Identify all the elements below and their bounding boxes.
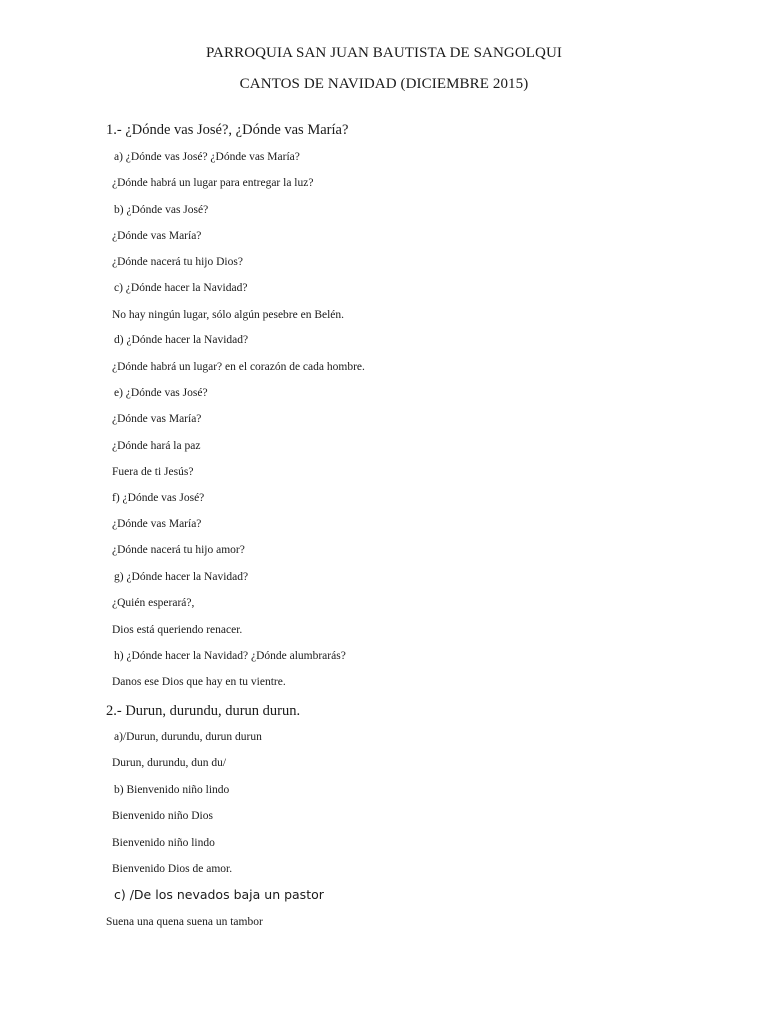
song-2-line: b) Bienvenido niño lindo bbox=[114, 784, 230, 796]
document-title: PARROQUIA SAN JUAN BAUTISTA DE SANGOLQUI bbox=[205, 45, 563, 61]
song-1-line: b) ¿Dónde vas José? bbox=[114, 204, 209, 216]
song-2-line: Bienvenido Dios de amor. bbox=[112, 863, 233, 875]
song-1-line: Danos ese Dios que hay en tu vientre. bbox=[112, 676, 286, 688]
song-1-line: ¿Dónde nacerá tu hijo Dios? bbox=[112, 256, 243, 268]
song-1-line: ¿Dónde vas María? bbox=[112, 413, 202, 425]
song-2-line: Durun, durundu, dun du/ bbox=[112, 757, 227, 769]
song-1-line: ¿Dónde vas María? bbox=[112, 518, 202, 530]
song-2-line: c) /De los nevados baja un pastor bbox=[114, 887, 324, 902]
song-1-line: f) ¿Dónde vas José? bbox=[112, 492, 205, 504]
song-1-line: No hay ningún lugar, sólo algún pesebre en Belén. bbox=[112, 309, 345, 321]
song-1-line: ¿Dónde vas María? bbox=[112, 230, 202, 242]
song-1-line: d) ¿Dónde hacer la Navidad? bbox=[114, 334, 249, 346]
song-1-line: ¿Quién esperará?, bbox=[112, 597, 195, 609]
song-1-line: c) ¿Dónde hacer la Navidad? bbox=[114, 282, 248, 294]
song-1-line: e) ¿Dónde vas José? bbox=[114, 387, 208, 399]
song-1-line: h) ¿Dónde hacer la Navidad? ¿Dónde alumbrarás? bbox=[114, 650, 346, 662]
song-1-heading: 1.- ¿Dónde vas José?, ¿Dónde vas María? bbox=[106, 122, 349, 138]
song-1-line: Dios está queriendo renacer. bbox=[112, 624, 243, 636]
song-2-heading: 2.- Durun, durundu, durun durun. bbox=[106, 703, 301, 719]
song-2-line: a)/Durun, durundu, durun durun bbox=[114, 731, 262, 743]
song-2-line: Suena una quena suena un tambor bbox=[106, 916, 263, 928]
song-1-line: g) ¿Dónde hacer la Navidad? bbox=[114, 571, 249, 583]
song-1-line: a) ¿Dónde vas José? ¿Dónde vas María? bbox=[114, 151, 300, 163]
song-1-line: Fuera de ti Jesús? bbox=[112, 466, 194, 478]
song-1-line: ¿Dónde hará la paz bbox=[112, 440, 201, 452]
song-2-line: Bienvenido niño lindo bbox=[112, 837, 215, 849]
document-subtitle: CANTOS DE NAVIDAD (DICIEMBRE 2015) bbox=[239, 76, 529, 92]
song-1-line: ¿Dónde habrá un lugar para entregar la luz? bbox=[112, 177, 314, 189]
song-1-line: ¿Dónde habrá un lugar? en el corazón de cada hombre. bbox=[112, 361, 365, 373]
song-2-line: Bienvenido niño Dios bbox=[112, 810, 213, 822]
song-1-line: ¿Dónde nacerá tu hijo amor? bbox=[112, 544, 245, 556]
